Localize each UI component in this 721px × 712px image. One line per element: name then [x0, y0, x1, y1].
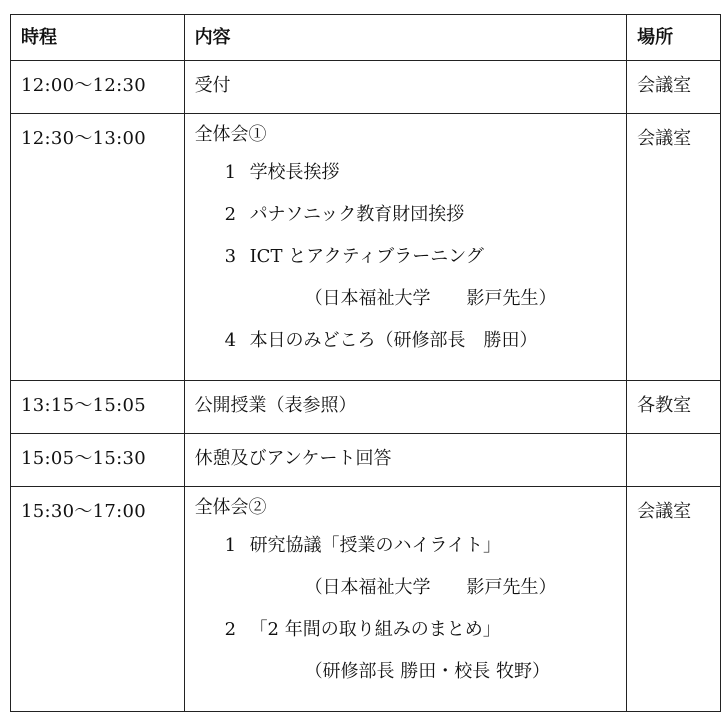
agenda-item	[195, 162, 627, 204]
agenda-item-text: パナソニック教育財団挨拶	[249, 204, 465, 225]
agenda-item-number: 2	[224, 619, 237, 640]
content-cell	[184, 434, 627, 487]
time-cell: 15:30〜17:00	[11, 487, 185, 712]
table-row	[11, 434, 721, 487]
agenda-item-number: 1	[224, 162, 237, 183]
agenda-item-number: 4	[224, 330, 237, 351]
session-title: 全体会②	[194, 497, 267, 518]
session-title: 受付	[194, 75, 231, 96]
header-content: 内容	[184, 15, 627, 61]
agenda-item	[195, 619, 627, 661]
agenda-item-number: 1	[224, 535, 237, 556]
content-cell	[184, 114, 627, 381]
table-header-row	[11, 15, 721, 61]
table-row	[11, 114, 721, 381]
agenda-item-text: 本日のみどころ（研修部長 勝田）	[249, 330, 538, 351]
agenda-item-number: 3	[224, 246, 237, 267]
agenda-item-number: 2	[224, 204, 237, 225]
agenda-item	[195, 330, 627, 372]
agenda-item-text: 研究協議「授業のハイライト」	[249, 535, 502, 556]
place-cell: 各教室	[627, 381, 721, 434]
agenda-item-text: ICT とアクティブラーニング	[249, 246, 484, 267]
agenda-item	[195, 535, 627, 577]
time-cell: 13:15〜15:05	[11, 381, 185, 434]
agenda-note: （日本福祉大学 影戸先生）	[304, 577, 557, 598]
agenda-note: （研修部長 勝田・校長 牧野）	[304, 661, 551, 682]
content-cell	[184, 381, 627, 434]
table-row	[11, 61, 721, 114]
place-cell: 会議室	[627, 61, 721, 114]
place-cell: 会議室	[627, 114, 721, 381]
time-cell: 15:05〜15:30	[11, 434, 185, 487]
schedule-table	[10, 14, 721, 712]
session-title: 休憩及びアンケート回答	[194, 448, 392, 469]
agenda-item	[195, 204, 627, 246]
table-row	[11, 487, 721, 712]
agenda-item	[195, 246, 627, 288]
time-cell: 12:00〜12:30	[11, 61, 185, 114]
place-cell	[627, 434, 721, 487]
header-place: 場所	[627, 15, 721, 61]
place-cell: 会議室	[627, 487, 721, 712]
header-time: 時程	[11, 15, 185, 61]
content-cell	[184, 487, 627, 712]
table-row	[11, 381, 721, 434]
session-title: 全体会①	[194, 124, 267, 145]
session-title: 公開授業（表参照）	[194, 395, 357, 416]
schedule-document	[10, 14, 721, 712]
agenda-note: （日本福祉大学 影戸先生）	[304, 288, 557, 309]
content-cell	[184, 61, 627, 114]
agenda-item-text: 「2 年間の取り組みのまとめ」	[249, 619, 501, 640]
time-cell: 12:30〜13:00	[11, 114, 185, 381]
agenda-item-text: 学校長挨拶	[249, 162, 340, 183]
